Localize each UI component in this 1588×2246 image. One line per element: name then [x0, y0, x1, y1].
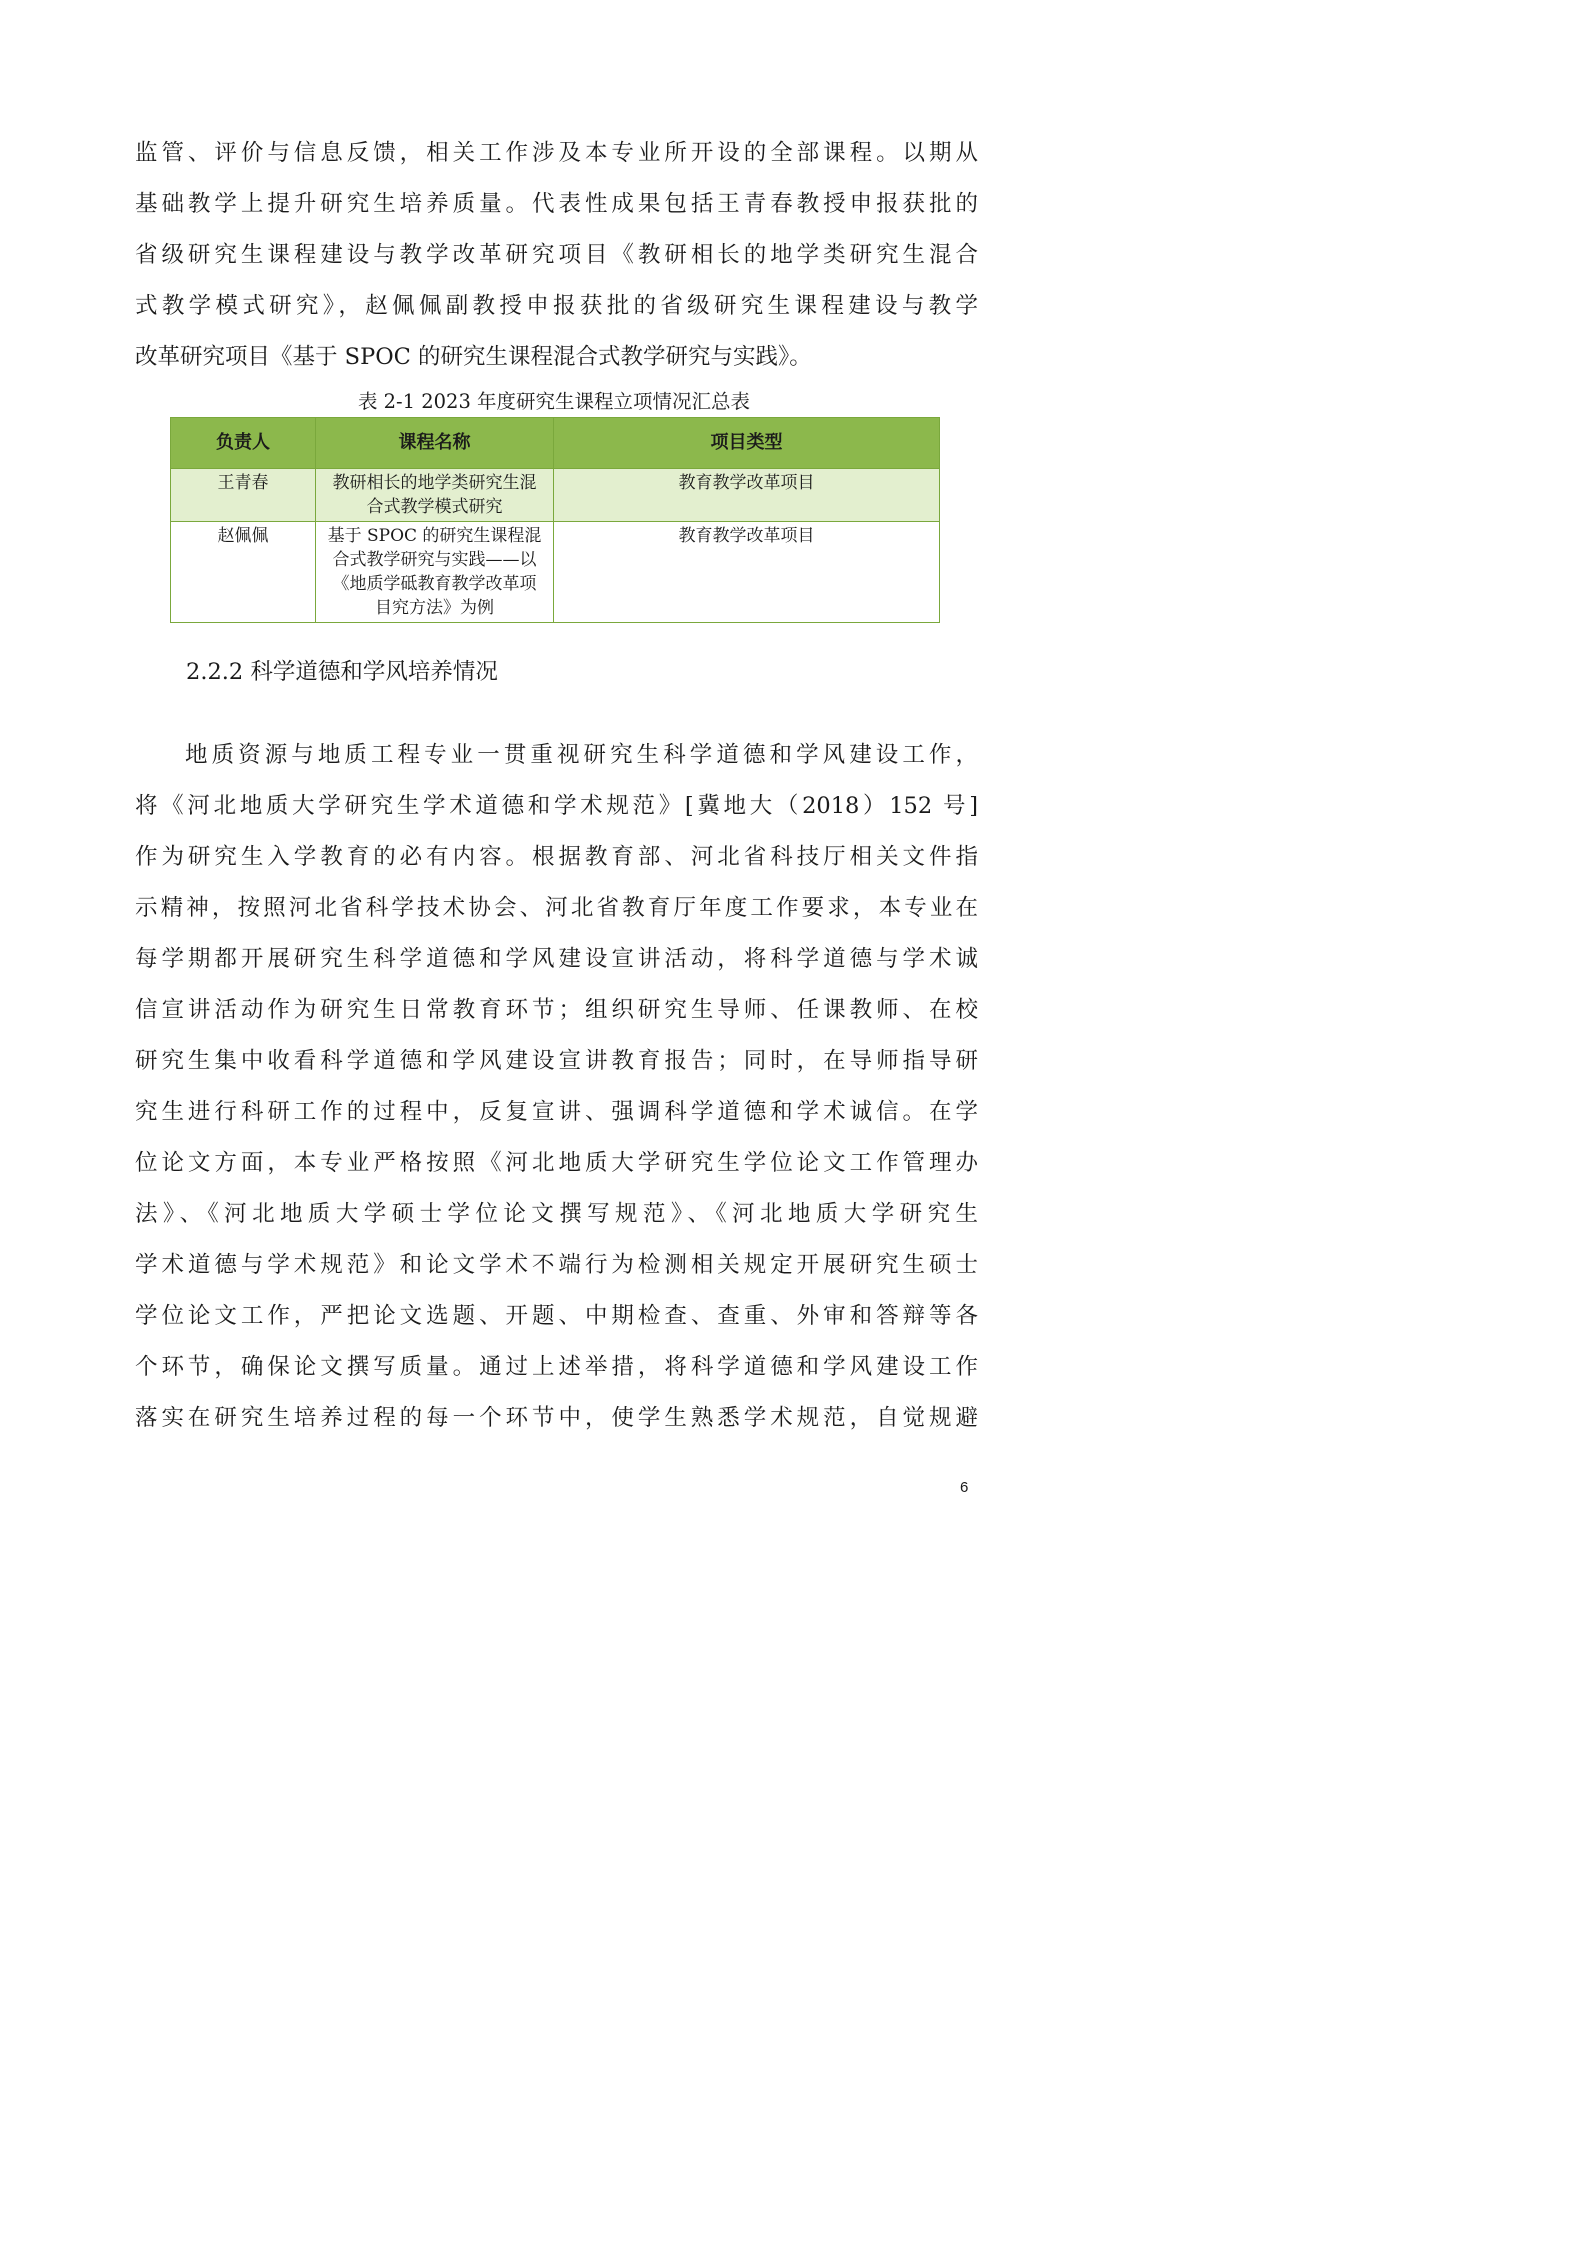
intro-paragraph	[135, 128, 978, 383]
text-line: 究生进行科研工作的过程中，反复宣讲、强调科学道德和学术诚信。在学	[135, 1099, 978, 1125]
cell-project-type: 教育教学改革项目	[554, 522, 940, 623]
header-project-type: 项目类型	[554, 418, 940, 469]
table-caption: 表 2-1 2023 年度研究生课程立项情况汇总表	[357, 390, 751, 413]
body-paragraph	[135, 730, 978, 1444]
header-owner: 负责人	[171, 418, 316, 469]
cell-project-type: 教育教学改革项目	[554, 469, 940, 522]
table-header-row	[171, 418, 940, 469]
text-line: 位论文方面，本专业严格按照《河北地质大学研究生学位论文工作管理办	[135, 1150, 978, 1176]
cell-line: 目究方法》为例	[375, 598, 494, 618]
cell-line: 合式教学模式研究	[366, 497, 503, 517]
text-line: 作为研究生入学教育的必有内容。根据教育部、河北省科技厅相关文件指	[135, 844, 978, 870]
document-page	[0, 0, 1103, 1560]
text-line: 省级研究生课程建设与教学改革研究项目《教研相长的地学类研究生混合	[135, 242, 978, 268]
section-heading: 2.2.2 科学道德和学风培养情况	[186, 659, 498, 685]
text-line: 地质资源与地质工程专业一贯重视研究生科学道德和学风建设工作，	[185, 742, 978, 768]
page-number: 6	[960, 1479, 969, 1496]
table-row	[171, 522, 940, 623]
text-line: 研究生集中收看科学道德和学风建设宣讲教育报告；同时，在导师指导研	[135, 1048, 978, 1074]
text-line: 法》、《河北地质大学硕士学位论文撰写规范》、《河北地质大学研究生	[135, 1201, 978, 1227]
cell-line: 《地质学砥教育教学改革项	[332, 574, 537, 594]
cell-owner: 赵佩佩	[171, 522, 316, 623]
text-line: 学术道德与学术规范》和论文学术不端行为检测相关规定开展研究生硕士	[135, 1252, 978, 1278]
text-line: 改革研究项目《基于 SPOC 的研究生课程混合式教学研究与实践》。	[135, 344, 812, 370]
text-line: 学位论文工作，严把论文选题、开题、中期检查、查重、外审和答辩等各	[135, 1303, 978, 1329]
text-line: 基础教学上提升研究生培养质量。代表性成果包括王青春教授申报获批的	[135, 191, 978, 217]
course-project-table	[170, 417, 940, 623]
text-line: 将《河北地质大学研究生学术道德和学术规范》[冀地大（2018）152 号]	[135, 793, 978, 819]
table-row	[171, 469, 940, 522]
cell-course-name	[316, 522, 554, 623]
text-line: 示精神，按照河北省科学技术协会、河北省教育厅年度工作要求，本专业在	[135, 895, 978, 921]
text-line: 监管、评价与信息反馈，相关工作涉及本专业所开设的全部课程。以期从	[135, 140, 978, 166]
text-line: 落实在研究生培养过程的每一个环节中，使学生熟悉学术规范，自觉规避	[135, 1405, 978, 1431]
text-line: 个环节，确保论文撰写质量。通过上述举措，将科学道德和学风建设工作	[135, 1354, 978, 1380]
cell-course-name	[316, 469, 554, 522]
cell-line: 教研相长的地学类研究生混	[332, 473, 537, 493]
text-line: 信宣讲活动作为研究生日常教育环节；组织研究生导师、任课教师、在校	[135, 997, 978, 1023]
cell-line: 合式教学研究与实践——以	[332, 550, 537, 570]
text-line: 每学期都开展研究生科学道德和学风建设宣讲活动，将科学道德与学术诚	[135, 946, 978, 972]
text-line: 式教学模式研究》，赵佩佩副教授申报获批的省级研究生课程建设与教学	[135, 293, 978, 319]
cell-owner: 王青春	[171, 469, 316, 522]
header-course-name: 课程名称	[316, 418, 554, 469]
cell-line: 基于 SPOC 的研究生课程混	[327, 526, 542, 546]
